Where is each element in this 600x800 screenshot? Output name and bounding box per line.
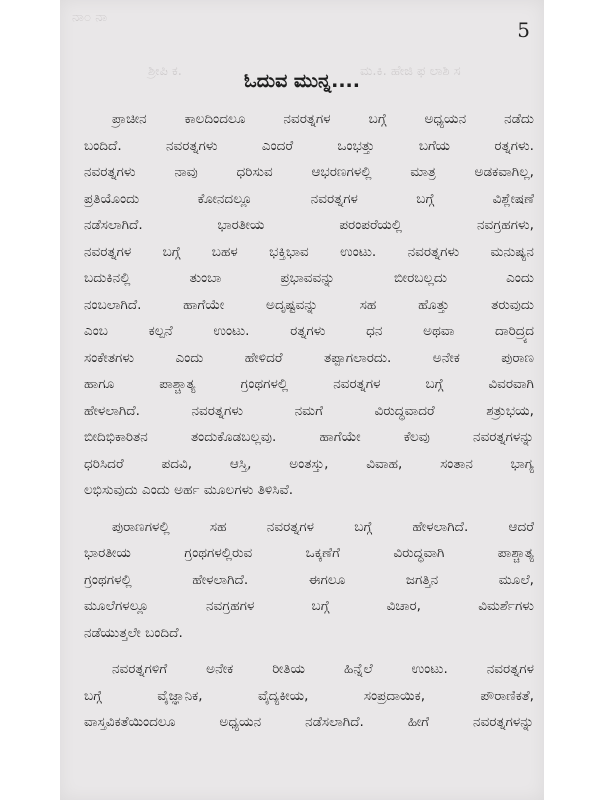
text-line: ವಾಸ್ತವಿಕತೆಯಿಂದಲೂ ಅಧ್ಯಯನ ನಡೆಸಲಾಗಿದೆ. ಹೀಗೆ ನವರತ್ನಗಳನ್ನು (84, 714, 534, 730)
text-line: ಬಂದಿದೆ. ನವರತ್ನಗಳು ಎಂದರೆ ಒಂಭತ್ತು ಬಗೆಯ ರತ್ನಗಳು. (84, 137, 534, 154)
text-line: ನವರತ್ನಗಳ ಬಗ್ಗೆ ಬಹಳ ಭಕ್ತಿಭಾವ ಉಂಟು. ನವರತ್ನಗಳು ಮನುಷ್ಯನ (84, 243, 534, 260)
body-text (84, 106, 534, 736)
text-line: ಧರಿಸಿದರೆ ಪದವಿ, ಆಸ್ತಿ, ಅಂತಸ್ತು, ವಿವಾಹ, ಸಂತಾನ ಭಾಗ್ಯ (84, 455, 534, 472)
paragraph-3 (84, 656, 534, 736)
text-line: ನಡೆಸಲಾಗಿದೆ. ಭಾರತೀಯ ಪರಂಪರೆಯಲ್ಲಿ ನವಗ್ರಹಗಳು, (84, 217, 534, 233)
bleed-through-text: ನಾ೦ ನಾ (72, 10, 108, 25)
text-line: ಭಾರತೀಯ ಗ್ರಂಥಗಳಲ್ಲಿರುವ ಒಕ್ಕಣೆಗೆ ವಿರುದ್ಧವಾಗಿ ಪಾಶ್ಚಾತ್ಯ (84, 545, 534, 561)
text-line: ಗ್ರಂಥಗಳಲ್ಲಿ ಹೇಳಲಾಗಿದೆ. ಈಗಲೂ ಜಗತ್ತಿನ ಮೂಲೆ, (84, 571, 534, 588)
paragraph-1 (84, 106, 534, 504)
bleed-through-text: ಮ.ಕಿ. ಹೇಜಿ ಫ ಲಾಶಿ ಸ (360, 64, 461, 79)
book-page (60, 0, 544, 800)
paragraph-2 (84, 514, 534, 647)
text-line: ಮೂಲೆಗಳಲ್ಲೂ ನವಗ್ರಹಗಳ ಬಗ್ಗೆ ವಿಚಾರ, ವಿಮರ್ಶೆಗಳು (84, 598, 534, 614)
chapter-heading: ಓದುವ ಮುನ್ನ.... (243, 70, 360, 92)
text-line: ಪ್ರಾಚೀನ ಕಾಲದಿಂದಲೂ ನವರತ್ನಗಳ ಬಗ್ಗೆ ಅಧ್ಯಯನ ನಡೆದು (112, 111, 534, 127)
text-line: ಬೀದಿಭಿಕಾರಿತನ ತಂದುಕೊಡಬಲ್ಲವು. ಹಾಗೆಯೇ ಕೆಲವು ನವರತ್ನಗಳನ್ನು (84, 429, 534, 445)
bleed-through-text: ಶ್ರೀಪಿ ಕ. (148, 64, 182, 79)
text-line: ಹಾಗೂ ಪಾಶ್ಚಾತ್ಯ ಗ್ರಂಥಗಳಲ್ಲಿ ನವರತ್ನಗಳ ಬಗ್ಗೆ ವಿವರವಾಗಿ (84, 376, 534, 392)
text-line: ಸಂಕೇತಗಳು ಎಂದು ಹೇಳಿದರೆ ತಪ್ಪಾಗಲಾರದು. ಅನೇಕ ಪುರಾಣ (84, 349, 534, 366)
page-number: 5 (517, 18, 530, 42)
text-line: ಎಂಬ ಕಲ್ಪನೆ ಉಂಟು. ರತ್ನಗಳು ಧನ ಅಥವಾ ದಾರಿದ್ರ್ಯದ (84, 323, 534, 339)
text-line: ಪ್ರತಿಯೊಂದು ಕೋನದಲ್ಲೂ ನವರತ್ನಗಳ ಬಗ್ಗೆ ವಿಶ್ಲೇಷಣೆ (84, 190, 534, 207)
text-line: ಬಗ್ಗೆ ವೈಜ್ಞಾನಿಕ, ವೈದ್ಯಕೀಯ, ಸಂಪ್ರದಾಯಿಕ, ಪೌರಾಣಿಕತೆ, (84, 687, 534, 704)
text-line: ಲಭಿಸುವುದು ಎಂದು ಅರ್ಹ ಮೂಲಗಳು ತಿಳಿಸಿವೆ. (84, 482, 294, 498)
text-line: ನವರತ್ನಗಳಿಗೆ ಅನೇಕ ರೀತಿಯ ಹಿನ್ನೆಲೆ ಉಂಟು. ನವರತ್ನಗಳ (112, 661, 534, 677)
text-line: ಬದುಕಿನಲ್ಲಿ ತುಂಬಾ ಪ್ರಭಾವವನ್ನು ಬೀರಬಲ್ಲದು ಎಂದು (84, 270, 534, 286)
text-line: ಹೇಳಲಾಗಿದೆ. ನವರತ್ನಗಳು ನಮಗೆ ವಿರುದ್ಧವಾದರೆ ಶತ್ರುಭಯ, (84, 402, 534, 419)
text-line: ನಡೆಯುತ್ತಲೇ ಬಂದಿದೆ. (84, 624, 183, 641)
text-line: ಪುರಾಣಗಳಲ್ಲಿ ಸಹ ನವರತ್ನಗಳ ಬಗ್ಗೆ ಹೇಳಲಾಗಿದೆ. ಆದರೆ (112, 518, 534, 535)
text-line: ನವರತ್ನಗಳು ನಾವು ಧರಿಸುವ ಆಭರಣಗಳಲ್ಲಿ ಮಾತ್ರ ಅಡಕವಾಗಿಲ್ಲ, (84, 164, 534, 180)
text-line: ನಂಬಲಾಗಿದೆ. ಹಾಗೆಯೇ ಅದೃಷ್ಟವನ್ನು ಸಹ ಹೊತ್ತು ತರುವುದು (84, 296, 534, 313)
